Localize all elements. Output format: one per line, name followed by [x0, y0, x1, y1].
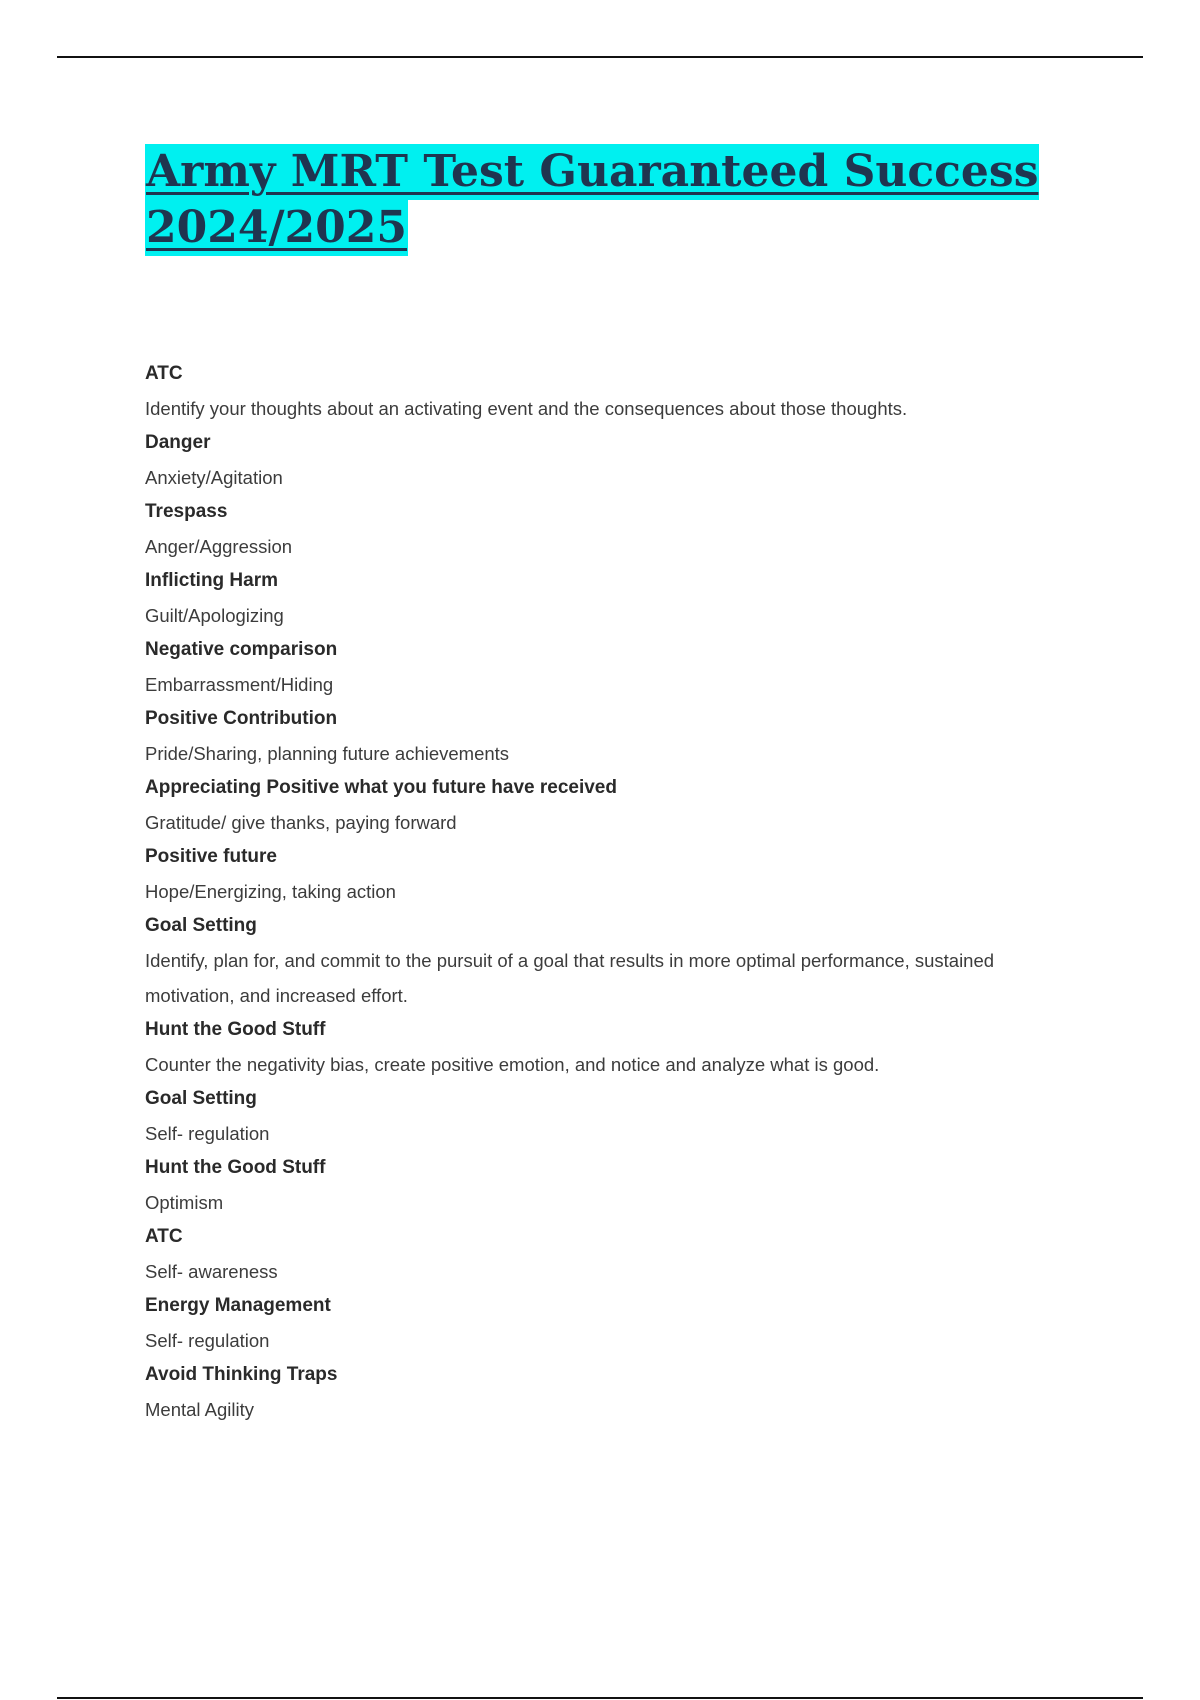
document-title: [145, 144, 1045, 256]
term-inflicting-harm: Inflicting Harm: [145, 570, 279, 591]
term-positive-future: Positive future: [145, 846, 277, 867]
term-hunt-the-good-stuff: Hunt the Good Stuff: [145, 1019, 326, 1040]
definition-avoid-thinking-traps: Mental Agility: [145, 1399, 254, 1420]
term-goal-setting: Goal Setting: [145, 915, 257, 936]
top-rule: [57, 56, 1143, 58]
term-positive-contribution: Positive Contribution: [145, 708, 338, 729]
term-negative-comparison: Negative comparison: [145, 639, 338, 660]
term-atc-2: ATC: [145, 1226, 183, 1247]
definition-danger: Anxiety/Agitation: [145, 467, 283, 488]
bottom-rule: [57, 1697, 1143, 1699]
definition-atc: Identify your thoughts about an activating event and the consequences about those thoughts.: [145, 398, 908, 419]
definition-negative-comparison: Embarrassment/Hiding: [145, 674, 334, 695]
term-goal-setting-2: Goal Setting: [145, 1088, 257, 1109]
definition-atc-2: Self- awareness: [145, 1261, 278, 1282]
term-danger: Danger: [145, 432, 211, 453]
title-line-2: 2024/2025: [145, 200, 408, 256]
definition-positive-contribution: Pride/Sharing, planning future achievements: [145, 743, 510, 764]
term-hunt-the-good-stuff-2: Hunt the Good Stuff: [145, 1157, 326, 1178]
term-atc: ATC: [145, 363, 183, 384]
definition-appreciating-positive: Gratitude/ give thanks, paying forward: [145, 812, 457, 833]
definition-inflicting-harm: Guilt/Apologizing: [145, 605, 284, 626]
definition-energy-management: Self- regulation: [145, 1330, 270, 1351]
term-definition-list: [145, 362, 1085, 1432]
definition-positive-future: Hope/Energizing, taking action: [145, 881, 396, 902]
title-line-1: Army MRT Test Guaranteed Success: [145, 144, 1039, 200]
definition-hunt-the-good-stuff-2: Optimism: [145, 1192, 224, 1213]
definition-goal-setting-2: Self- regulation: [145, 1123, 270, 1144]
definition-trespass: Anger/Aggression: [145, 536, 293, 557]
definition-hunt-the-good-stuff: Counter the negativity bias, create positive emotion, and notice and analyze what is good.: [145, 1054, 880, 1075]
term-energy-management: Energy Management: [145, 1295, 331, 1316]
term-trespass: Trespass: [145, 501, 228, 522]
term-appreciating-positive: Appreciating Positive what you future have received: [145, 777, 617, 798]
definition-goal-setting: Identify, plan for, and commit to the pursuit of a goal that results in more optimal performance, sustained motivation, and increased effort.: [145, 950, 995, 1006]
term-avoid-thinking-traps: Avoid Thinking Traps: [145, 1364, 338, 1385]
